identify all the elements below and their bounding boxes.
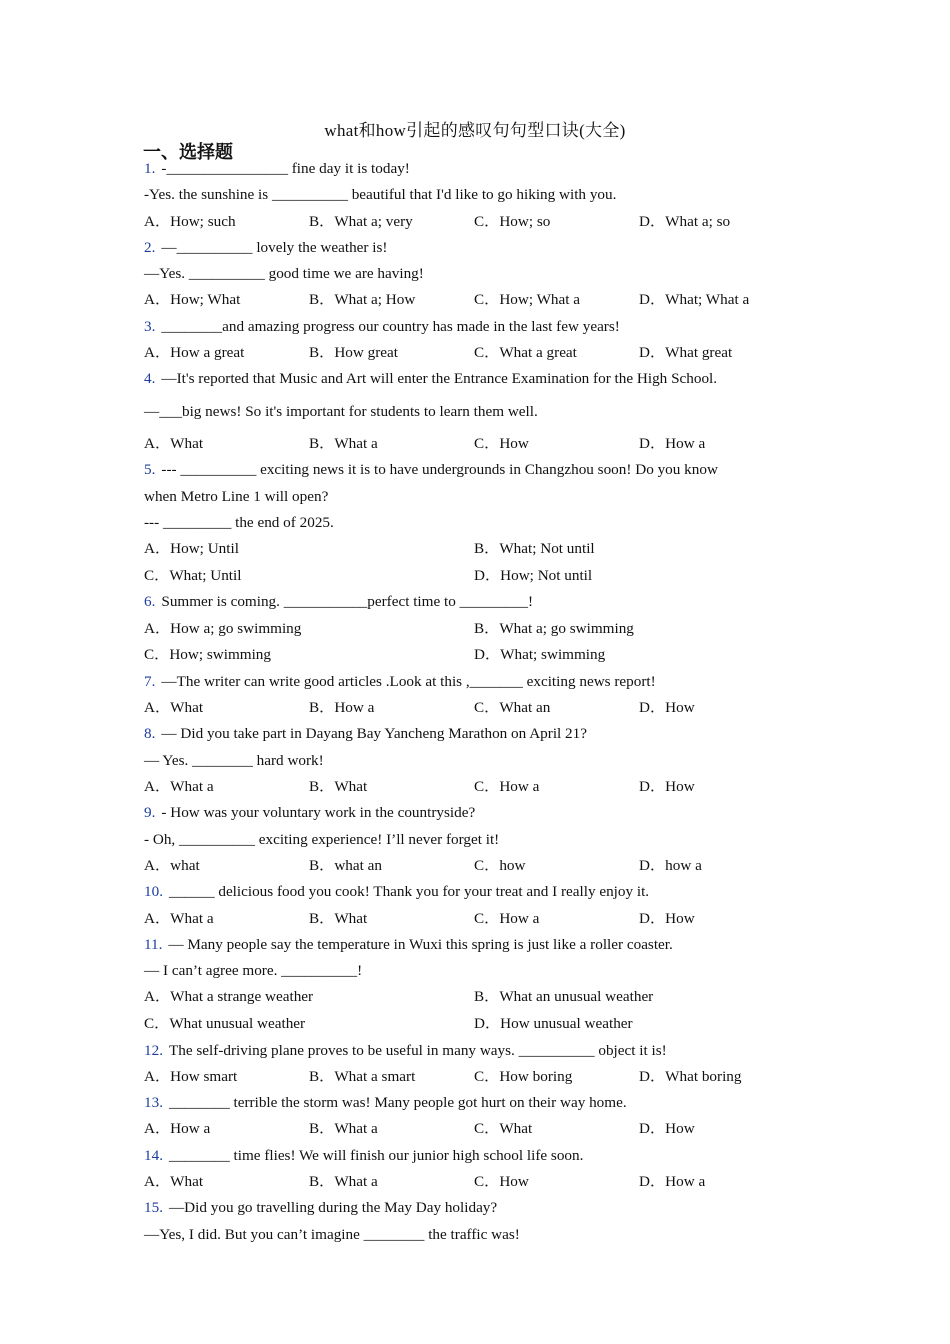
answer-option[interactable]: A．What a bbox=[144, 909, 214, 927]
question-text: ________ time flies! We will finish our junior high school life soon. bbox=[168, 1146, 584, 1164]
answer-option[interactable]: B．What; Not until bbox=[474, 540, 595, 558]
question-stem bbox=[144, 314, 804, 340]
answer-option[interactable]: D．How; Not until bbox=[474, 566, 593, 584]
answer-option[interactable]: C．How a bbox=[474, 909, 540, 927]
question-stem bbox=[144, 721, 804, 747]
question-stem bbox=[144, 366, 804, 392]
question-stem bbox=[144, 1143, 804, 1169]
question-text: ______ delicious food you cook! Thank you for your treat and I really enjoy it. bbox=[168, 883, 650, 901]
answer-option[interactable]: A．What a bbox=[144, 778, 214, 796]
question-number: 4. bbox=[144, 370, 156, 388]
question-text: — I can’t agree more. __________! bbox=[144, 962, 363, 980]
answer-option[interactable]: C．How; swimming bbox=[144, 646, 271, 664]
section-heading: 一、选择题 bbox=[143, 142, 233, 162]
answer-option[interactable]: C．What; Until bbox=[144, 566, 242, 584]
answer-option[interactable]: C．What a great bbox=[474, 344, 577, 362]
question-number: 2. bbox=[144, 238, 156, 256]
question-text: Summer is coming. ___________perfect time to _________! bbox=[161, 593, 534, 611]
answer-option[interactable]: B．What a; How bbox=[309, 291, 416, 309]
question-number: 10. bbox=[144, 883, 163, 901]
question-stem bbox=[144, 932, 804, 958]
question-stem bbox=[144, 589, 804, 615]
question-block bbox=[144, 800, 804, 879]
question-block bbox=[144, 721, 804, 800]
question-text: — Yes. ________ hard work! bbox=[144, 751, 324, 769]
answer-option[interactable]: B．How great bbox=[309, 344, 398, 362]
question-block bbox=[144, 669, 804, 722]
answer-option[interactable]: B．What an unusual weather bbox=[474, 988, 654, 1006]
question-block bbox=[144, 879, 804, 932]
question-number: 6. bbox=[144, 593, 156, 611]
question-text: - Oh, __________ exciting experience! I’ll never forget it! bbox=[144, 830, 500, 848]
answer-option[interactable]: B．What a bbox=[309, 1120, 378, 1138]
answer-option[interactable]: D．What; What a bbox=[639, 291, 750, 309]
answer-option[interactable]: D．How a bbox=[639, 1173, 706, 1191]
answer-option[interactable]: C．How; What a bbox=[474, 291, 581, 309]
answer-option[interactable]: D．What boring bbox=[639, 1067, 742, 1085]
answer-option[interactable]: A．What bbox=[144, 1173, 204, 1191]
question-block bbox=[144, 1038, 804, 1091]
question-line bbox=[144, 827, 804, 853]
question-stem bbox=[144, 800, 804, 826]
answer-option[interactable]: A．How a great bbox=[144, 344, 245, 362]
option-row bbox=[144, 287, 804, 313]
answer-option[interactable]: A．How a bbox=[144, 1120, 211, 1138]
answer-option[interactable]: A．What a strange weather bbox=[144, 988, 314, 1006]
question-text: —It's reported that Music and Art will enter the Entrance Examination for the High School. bbox=[161, 370, 718, 388]
answer-option[interactable]: C．What an bbox=[474, 699, 551, 717]
question-text: ________and amazing progress our country has made in the last few years! bbox=[161, 317, 620, 335]
option-row bbox=[144, 431, 804, 457]
question-stem bbox=[144, 235, 804, 261]
answer-option[interactable]: B．What bbox=[309, 778, 368, 796]
option-row bbox=[144, 984, 804, 1011]
answer-option[interactable]: D．How unusual weather bbox=[474, 1014, 633, 1032]
question-text: —Yes, I did. But you can’t imagine ________ the traffic was! bbox=[144, 1225, 520, 1243]
question-stem bbox=[144, 879, 804, 905]
question-number: 8. bbox=[144, 725, 156, 743]
option-row bbox=[144, 695, 804, 721]
option-row bbox=[144, 616, 804, 643]
question-text: — Did you take part in Dayang Bay Yancheng Marathon on April 21? bbox=[161, 725, 587, 743]
question-text: —Yes. __________ good time we are having! bbox=[144, 265, 424, 283]
question-text: - How was your voluntary work in the countryside? bbox=[161, 804, 476, 822]
question-number: 1. bbox=[144, 160, 156, 177]
question-number: 3. bbox=[144, 317, 156, 335]
question-block bbox=[144, 589, 804, 668]
question-stem bbox=[144, 669, 804, 695]
option-row bbox=[144, 906, 804, 932]
option-row bbox=[144, 1169, 804, 1195]
question-stem bbox=[144, 457, 804, 483]
question-line bbox=[144, 958, 804, 984]
question-number: 13. bbox=[144, 1094, 163, 1112]
option-row bbox=[144, 774, 804, 800]
answer-option[interactable]: C．What bbox=[474, 1120, 533, 1138]
question-text: — Many people say the temperature in Wuxi this spring is just like a roller coaster. bbox=[168, 935, 673, 953]
answer-option[interactable]: D．how a bbox=[639, 856, 702, 874]
question-block bbox=[144, 1195, 804, 1248]
answer-option[interactable]: C．How; so bbox=[474, 212, 551, 230]
answer-option[interactable]: C．How boring bbox=[474, 1067, 573, 1085]
answer-option[interactable]: B．What a; go swimming bbox=[474, 619, 634, 637]
question-text: -________________ fine day it is today! bbox=[161, 160, 410, 177]
question-block bbox=[144, 932, 804, 1038]
question-line bbox=[144, 399, 804, 425]
question-block bbox=[144, 314, 804, 367]
question-text: —Did you go travelling during the May Day holiday? bbox=[168, 1199, 498, 1217]
question-block bbox=[144, 1090, 804, 1143]
question-text: -Yes. the sunshine is __________ beautiful that I'd like to go hiking with you. bbox=[144, 186, 617, 204]
question-text: The self-driving plane proves to be useful in many ways. __________ object it is! bbox=[168, 1041, 667, 1059]
question-text: --- __________ exciting news it is to have undergrounds in Changzhou soon! Do you know bbox=[161, 461, 718, 479]
question-line bbox=[144, 484, 804, 510]
question-block bbox=[144, 156, 804, 235]
question-line bbox=[144, 182, 804, 208]
option-row bbox=[144, 853, 804, 879]
answer-option[interactable]: A．How a; go swimming bbox=[144, 619, 302, 637]
answer-option[interactable]: C．how bbox=[474, 856, 526, 874]
question-text: when Metro Line 1 will open? bbox=[144, 487, 329, 505]
question-number: 9. bbox=[144, 804, 156, 822]
question-number: 12. bbox=[144, 1041, 163, 1059]
option-row bbox=[144, 536, 804, 563]
answer-option[interactable]: B．What a; very bbox=[309, 212, 413, 230]
answer-option[interactable]: C．How bbox=[474, 434, 529, 452]
question-stem bbox=[144, 1195, 804, 1221]
option-row bbox=[144, 1116, 804, 1142]
question-number: 11. bbox=[144, 935, 163, 953]
question-text: --- _________ the end of 2025. bbox=[144, 513, 334, 531]
option-row bbox=[144, 1064, 804, 1090]
answer-option[interactable]: B．what an bbox=[309, 856, 382, 874]
answer-option[interactable]: D．How bbox=[639, 909, 695, 927]
question-line bbox=[144, 748, 804, 774]
option-row bbox=[144, 563, 804, 590]
question-block bbox=[144, 235, 804, 314]
question-stem bbox=[144, 1038, 804, 1064]
question-block bbox=[144, 457, 804, 589]
question-stem bbox=[144, 1090, 804, 1116]
option-row bbox=[144, 209, 804, 235]
answer-option[interactable]: A．How smart bbox=[144, 1067, 238, 1085]
option-row bbox=[144, 1011, 804, 1038]
answer-option[interactable]: B．What a smart bbox=[309, 1067, 416, 1085]
question-number: 15. bbox=[144, 1199, 163, 1217]
answer-option[interactable]: C．How a bbox=[474, 778, 540, 796]
answer-option[interactable]: A．How; What bbox=[144, 291, 241, 309]
answer-option[interactable]: A．What bbox=[144, 434, 204, 452]
question-block bbox=[144, 366, 804, 457]
answer-option[interactable]: A．How; such bbox=[144, 212, 236, 230]
answer-option[interactable]: D．What a; so bbox=[639, 212, 731, 230]
question-stem bbox=[144, 156, 804, 182]
answer-option[interactable]: D．What; swimming bbox=[474, 646, 606, 664]
document-title: what和how引起的感叹句句型口诀(大全) bbox=[324, 121, 626, 140]
question-line bbox=[144, 510, 804, 536]
answer-option[interactable]: A．what bbox=[144, 856, 200, 874]
question-list bbox=[144, 156, 804, 1248]
question-text: —The writer can write good articles .Look at this ,_______ exciting news report! bbox=[161, 672, 656, 690]
answer-option[interactable]: D．How a bbox=[639, 434, 706, 452]
answer-option[interactable]: D．What great bbox=[639, 344, 733, 362]
answer-option[interactable]: D．How bbox=[639, 699, 695, 717]
question-number: 7. bbox=[144, 672, 156, 690]
answer-option[interactable]: A．How; Until bbox=[144, 540, 239, 558]
option-row bbox=[144, 340, 804, 366]
answer-option[interactable]: B．What bbox=[309, 909, 368, 927]
answer-option[interactable]: C．How bbox=[474, 1173, 529, 1191]
answer-option[interactable]: B．What a bbox=[309, 1173, 378, 1191]
question-text: ________ terrible the storm was! Many people got hurt on their way home. bbox=[168, 1094, 627, 1112]
question-number: 5. bbox=[144, 461, 156, 479]
answer-option[interactable]: B．What a bbox=[309, 434, 378, 452]
question-line bbox=[144, 261, 804, 287]
question-text: —___big news! So it's important for students to learn them well. bbox=[144, 402, 538, 420]
answer-option[interactable]: A．What bbox=[144, 699, 204, 717]
question-line bbox=[144, 1222, 804, 1248]
question-number: 14. bbox=[144, 1146, 163, 1164]
question-text: —__________ lovely the weather is! bbox=[161, 238, 388, 256]
answer-option[interactable]: D．How bbox=[639, 778, 695, 796]
answer-option[interactable]: C．What unusual weather bbox=[144, 1014, 306, 1032]
answer-option[interactable]: D．How bbox=[639, 1120, 695, 1138]
question-block bbox=[144, 1143, 804, 1196]
option-row bbox=[144, 642, 804, 669]
answer-option[interactable]: B．How a bbox=[309, 699, 375, 717]
